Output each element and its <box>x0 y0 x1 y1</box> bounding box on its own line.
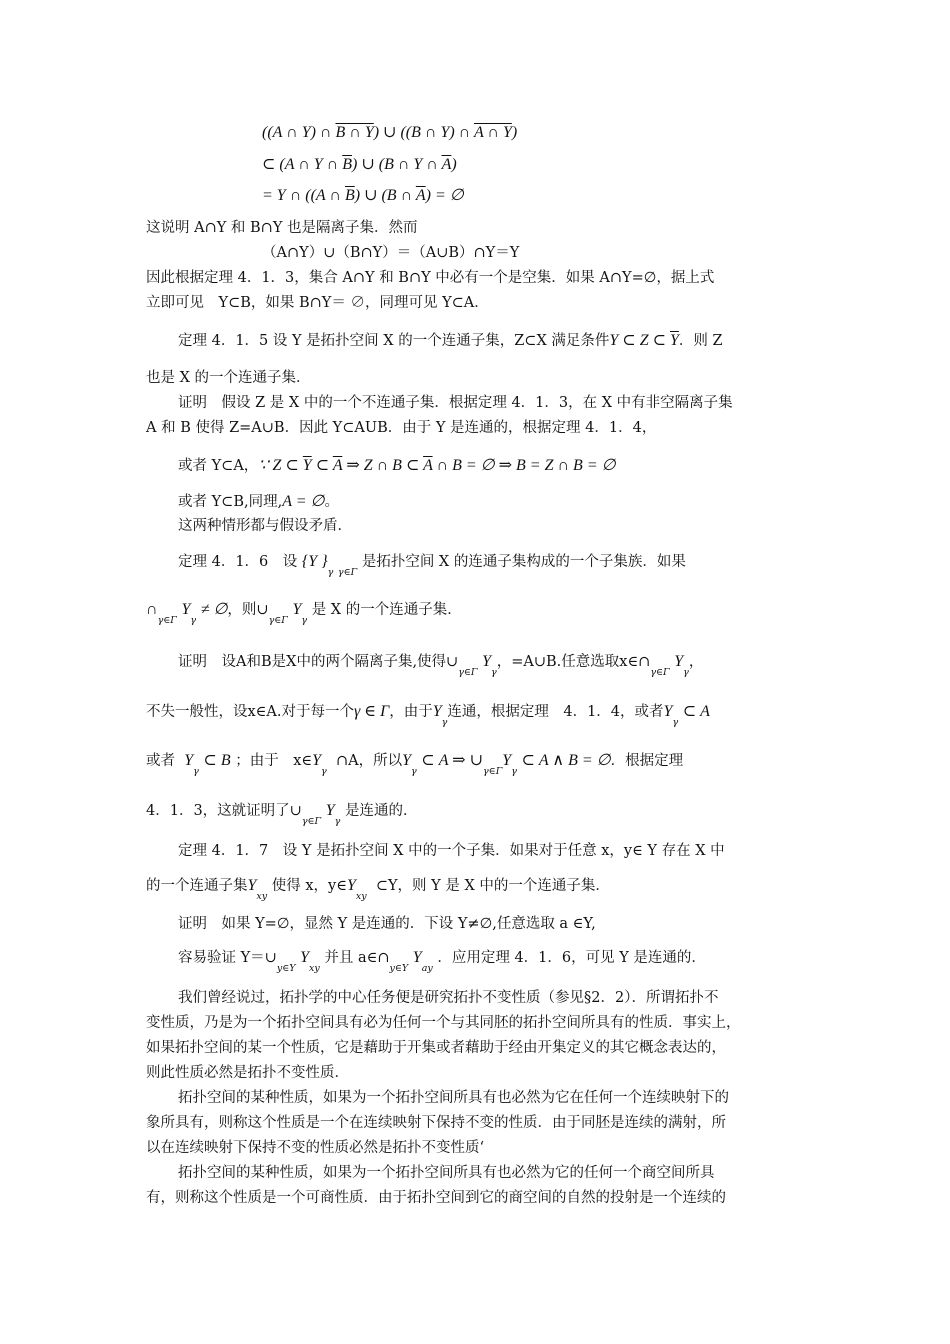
theorem-4-1-6-cont: $\cap_{\gamma\in\Gamma}$ $Y_\gamma$ ≠ ∅，则$\cup_{\gamma\in\Gamma}$ $Y_\gamma$ 是 X 的一个连通子集． <box>146 601 462 626</box>
text-line: （A∩Y）∪（B∩Y）＝（A∪B）∩Y＝Y <box>262 245 520 261</box>
equation-line-3: = Y ∩ ((A ∩ $\overline{B}$) ∪ (B ∩ $\overline{A}$) = ∅ <box>262 187 464 204</box>
theorem-4-1-6: 定理 4．1．6 设 {Y }$_\gamma$ $_{\gamma\in\Gamma}$ 是拓扑空间 X 的连通子集构成的一个子集族．如果 <box>178 553 686 578</box>
paragraph-line: 变性质，乃是为一个拓扑空间具有必为任何一个与其同胚的拓扑空间所具有的性质．事实上， <box>146 1015 741 1031</box>
paragraph-line: 拓扑空间的某种性质，如果为一个拓扑空间所具有也必然为它在任何一个连续映射下的 <box>178 1090 729 1106</box>
theorem-4-1-7-cont: 的一个连通子集$Y_{xy}$ 使得 x，$y\in Y_{xy}$ ⊂Y，则 Y 是 X 中的一个连通子集． <box>146 877 610 902</box>
proof-line: 或者 $Y_\gamma$ ⊂ B ；由于 $x\in Y_\gamma$ ∩A，所以$Y_\gamma$ ⊂ A ⇒ $\cup_{\gamma\in\Gamma}Y_\gamma$ ⊂ A ∧ B = ∅．根据定理 <box>146 752 684 777</box>
text-line: 这两种情形都与假设矛盾． <box>178 518 352 534</box>
equation-line-1: ((A ∩ Y) ∩ B ∩ Y) ∪ ((B ∩ Y) ∩ A ∩ Y) <box>262 124 518 141</box>
paragraph-line: 拓扑空间的某种性质，如果为一个拓扑空间所具有也必然为它的任何一个商空间所具 <box>178 1165 715 1181</box>
proof-line: 证明 设A和B是X中的两个隔离子集,使得$\cup_{\gamma\in\Gamma}$ $Y_\gamma$，=A∪B.任意选取$x\in\cap_{\gamma\in\Gamma}$ $Y_\gamma$， <box>178 653 704 678</box>
paragraph-line: 我们曾经说过，拓扑学的中心任务便是研究拓扑不变性质（参见§2．2）．所谓拓扑不 <box>178 990 719 1006</box>
text-line: 也是 X 的一个连通子集． <box>146 370 311 386</box>
proof-line: 证明 如果 Y=∅，显然 Y 是连通的．下设 Y≠∅,任意选取 a ∈Y, <box>178 916 596 932</box>
paragraph-line: 如果拓扑空间的某一个性质，它是藉助于开集或者藉助于经由开集定义的其它概念表达的， <box>146 1040 726 1056</box>
proof-line: 容易验证 $Y=\cup_{y\in Y}$ $Y_{xy}$ 并且 $a\in\cap_{y\in Y}$ $Y_{ay}$ ．应用定理 4．1．6，可见 Y 是连通的． <box>178 949 706 974</box>
proof-line: 不失一般性，设x∈A.对于每一个γ ∈ Γ，由于$Y_\gamma$连通，根据定理 4．1．4，或者$Y_\gamma$ ⊂ A <box>146 703 710 728</box>
equation-line-2: ⊂ (A ∩ Y ∩ $\overline{B}$) ∪ (B ∩ Y ∩ $\overline{A}$) <box>262 156 457 173</box>
paragraph-line: 有，则称这个性质是一个可商性质．由于拓扑空间到它的商空间的自然的投射是一个连续的 <box>146 1190 726 1206</box>
paragraph-line: 则此性质必然是拓扑不变性质． <box>146 1065 349 1081</box>
proof-line: 证明 假设 Z 是 X 中的一个不连通子集．根据定理 4．1．3，在 X 中有非空隔离子集 <box>178 395 733 411</box>
paragraph-line: 以在连续映射下保持不变的性质必然是拓扑不变性质‘ <box>146 1140 485 1156</box>
proof-line: A 和 B 使得 Z=A∪B．因此 Y⊂AUB．由于 Y 是连通的，根据定理 4．1．4， <box>146 420 657 436</box>
theorem-4-1-5: 定理 4．1．5 设 Y 是拓扑空间 X 的一个连通子集，Z⊂X 满足条件Y ⊂ Z ⊂ $\overline{Y}$．则 Z <box>178 332 723 349</box>
text-line: 立即可见 Y⊂B，如果 B∩Y＝ ∅，同理可见 Y⊂A． <box>146 295 489 311</box>
theorem-4-1-7: 定理 4．1．7 设 Y 是拓扑空间 X 中的一个子集．如果对于任意 x，y∈ Y 存在 X 中 <box>178 843 725 859</box>
paragraph-line: 象所具有，则称这个性质是一个在连续映射下保持不变的性质．由于同胚是连续的满射，所 <box>146 1115 726 1131</box>
proof-case-2: 或者 Y⊂B,同理,A = ∅。 <box>178 493 339 510</box>
text-line: 这说明 A∩Y 和 B∩Y 也是隔离子集．然而 <box>146 220 418 236</box>
text-line: 因此根据定理 4．1．3，集合 A∩Y 和 B∩Y 中必有一个是空集．如果 A∩Y=∅，据上式 <box>146 270 715 286</box>
proof-case-1: 或者 Y⊂A，∵ Z ⊂ $\overline{Y}$ ⊂ $\overline{A}$ ⇒ Z ∩ B ⊂ $\overline{A}$ ∩ B = ∅ ⇒ B = Z ∩ B = ∅ <box>178 457 616 474</box>
proof-line: 4．1．3，这就证明了$\cup_{\gamma\in\Gamma}$ $Y_\gamma$ 是连通的． <box>146 802 418 827</box>
